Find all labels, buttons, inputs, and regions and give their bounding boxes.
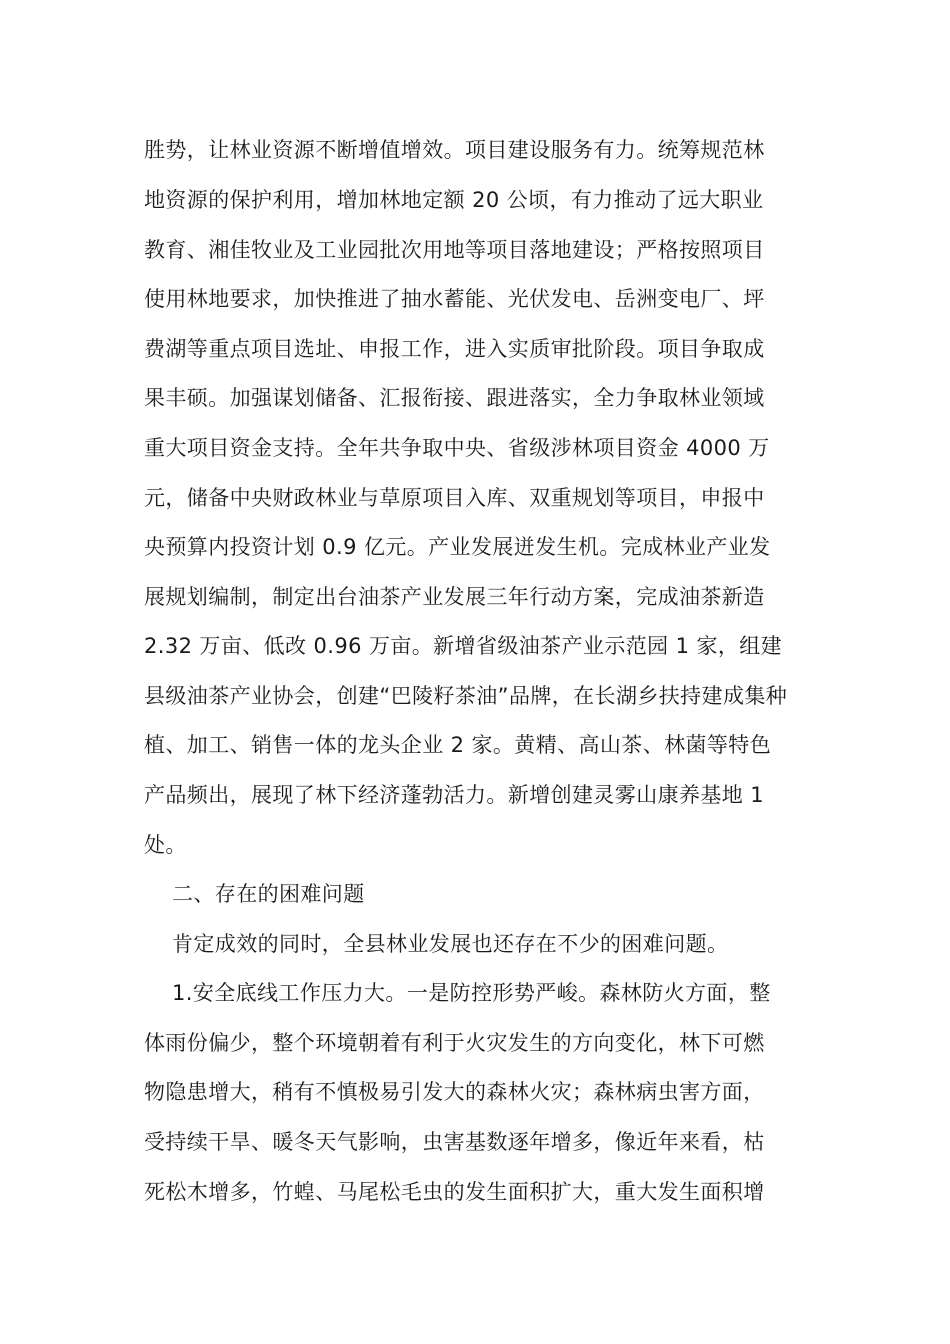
- paragraph-line: 元，储备中央财政林业与草原项目入库、双重规划等项目，申报中: [144, 486, 765, 510]
- paragraph-line: 县级油茶产业协会，创建“巴陵籽茶油”品牌，在长湖乡扶持建成集种: [144, 684, 788, 708]
- paragraph-line: 重大项目资金支持。全年共争取中央、省级涉林项目资金 4000 万: [144, 436, 770, 460]
- paragraph-line: 产品频出，展现了林下经济蓬勃活力。新增创建灵雾山康养基地 1: [144, 783, 765, 807]
- paragraph-line: 胜势，让林业资源不断增值增效。项目建设服务有力。统筹规范林: [144, 138, 765, 162]
- section-heading: 二、存在的困难问题: [172, 882, 365, 906]
- paragraph-line: 费湖等重点项目选址、申报工作，进入实质审批阶段。项目争取成: [144, 337, 765, 361]
- paragraph-line: 死松木增多，竹蝗、马尾松毛虫的发生面积扩大，重大发生面积增: [144, 1180, 765, 1204]
- paragraph-line: 央预算内投资计划 0.9 亿元。产业发展迸发生机。完成林业产业发: [144, 535, 771, 559]
- paragraph-line: 肯定成效的同时，全县林业发展也还存在不少的困难问题。: [172, 932, 729, 956]
- paragraph-line: 处。: [144, 833, 187, 857]
- paragraph-line: 植、加工、销售一体的龙头企业 2 家。黄精、高山茶、林菌等特色: [144, 733, 772, 757]
- paragraph-line: 受持续干旱、暖冬天气影响，虫害基数逐年增多，像近年来看，枯: [144, 1130, 765, 1154]
- paragraph-line: 2.32 万亩、低改 0.96 万亩。新增省级油茶产业示范园 1 家，组建: [144, 634, 783, 658]
- paragraph-line: 教育、湘佳牧业及工业园批次用地等项目落地建设；严格按照项目: [144, 238, 765, 262]
- paragraph-line: 使用林地要求，加快推进了抽水蓄能、光伏发电、岳洲变电厂、坪: [144, 287, 765, 311]
- paragraph-line: 体雨份偏少，整个环境朝着有利于火灾发生的方向变化，林下可燃: [144, 1031, 765, 1055]
- paragraph-line: 地资源的保护利用，增加林地定额 20 公顷，有力推动了远大职业: [144, 188, 764, 212]
- paragraph-line: 物隐患增大，稍有不慎极易引发大的森林火灾；森林病虫害方面，: [144, 1080, 765, 1104]
- paragraph-line: 1.安全底线工作压力大。一是防控形势严峻。森林防火方面，整: [172, 981, 771, 1005]
- paragraph-line: 果丰硕。加强谋划储备、汇报衔接、跟进落实，全力争取林业领域: [144, 386, 765, 410]
- paragraph-line: 展规划编制，制定出台油茶产业发展三年行动方案，完成油茶新造: [144, 585, 765, 609]
